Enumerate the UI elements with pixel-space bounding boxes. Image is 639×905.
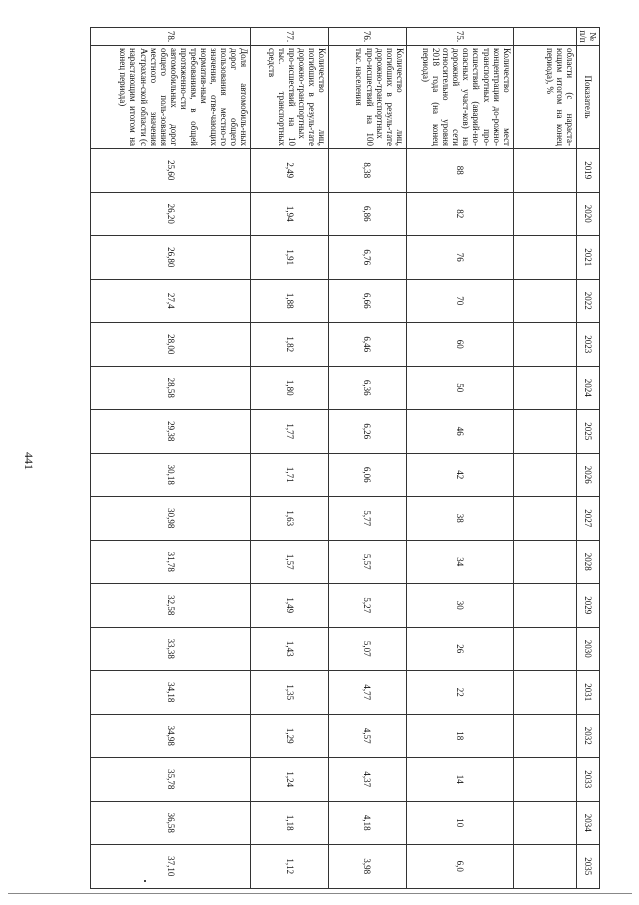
value-cell: 6,26 bbox=[329, 410, 407, 454]
value-cell: 1,71 bbox=[251, 453, 329, 497]
value-cell: 3,98 bbox=[329, 845, 407, 889]
value-cell: 29,38 bbox=[91, 410, 251, 454]
value-cell: 1,91 bbox=[251, 236, 329, 280]
value-cell bbox=[513, 192, 576, 236]
value-cell: 6,46 bbox=[329, 323, 407, 367]
value-cell: 34,98 bbox=[91, 714, 251, 758]
value-cell: 82 bbox=[406, 192, 513, 236]
indicator-name: Количество мест концентрации до-рожно-транспортных про-исшествий (аварий-но-опасных участ-ков) на дорожной сети относительно уровня 2018 года (на конец периода) bbox=[406, 46, 513, 149]
value-cell: 10 bbox=[406, 801, 513, 845]
table-row bbox=[513, 28, 576, 889]
header-year-2023: 2023 bbox=[576, 323, 599, 367]
value-cell: 1,29 bbox=[251, 714, 329, 758]
value-cell: 28,58 bbox=[91, 366, 251, 410]
header-year-2030: 2030 bbox=[576, 627, 599, 671]
value-cell: 1,63 bbox=[251, 497, 329, 541]
value-cell: 70 bbox=[406, 279, 513, 323]
value-cell: 37,10 bbox=[91, 845, 251, 889]
indicator-name: области (с нараста-ющим итогом на конец периода), % bbox=[513, 46, 576, 149]
value-cell: 26,80 bbox=[91, 236, 251, 280]
header-year-2031: 2031 bbox=[576, 671, 599, 715]
value-cell: 1,49 bbox=[251, 584, 329, 628]
value-cell: 26 bbox=[406, 627, 513, 671]
value-cell: 1,94 bbox=[251, 192, 329, 236]
header-num: № п/п bbox=[576, 28, 599, 46]
value-cell: 1,80 bbox=[251, 366, 329, 410]
value-cell: 1,77 bbox=[251, 410, 329, 454]
header-year-2029: 2029 bbox=[576, 584, 599, 628]
value-cell: 6,76 bbox=[329, 236, 407, 280]
indicators-table bbox=[90, 27, 600, 889]
value-cell bbox=[513, 584, 576, 628]
value-cell: 50 bbox=[406, 366, 513, 410]
rotated-table-container bbox=[90, 27, 600, 887]
value-cell bbox=[513, 279, 576, 323]
value-cell: 5,27 bbox=[329, 584, 407, 628]
table-body bbox=[91, 28, 577, 889]
value-cell: 30,98 bbox=[91, 497, 251, 541]
header-year-2025: 2025 bbox=[576, 410, 599, 454]
value-cell bbox=[513, 149, 576, 193]
value-cell: 33,38 bbox=[91, 627, 251, 671]
value-cell: 88 bbox=[406, 149, 513, 193]
value-cell bbox=[513, 410, 576, 454]
header-year-2024: 2024 bbox=[576, 366, 599, 410]
value-cell: 1,24 bbox=[251, 758, 329, 802]
value-cell bbox=[513, 497, 576, 541]
value-cell: 60 bbox=[406, 323, 513, 367]
value-cell: 38 bbox=[406, 497, 513, 541]
value-cell bbox=[513, 758, 576, 802]
table-header-row bbox=[576, 28, 599, 889]
value-cell: 1,57 bbox=[251, 540, 329, 584]
value-cell: 1,35 bbox=[251, 671, 329, 715]
value-cell: 5,77 bbox=[329, 497, 407, 541]
row-number: 75. bbox=[406, 28, 513, 46]
value-cell: 76 bbox=[406, 236, 513, 280]
page-number: 441 bbox=[22, 452, 36, 470]
table-row bbox=[251, 28, 329, 889]
value-cell bbox=[513, 540, 576, 584]
value-cell: 30 bbox=[406, 584, 513, 628]
value-cell: 18 bbox=[406, 714, 513, 758]
value-cell: 4,18 bbox=[329, 801, 407, 845]
value-cell: 27,4 bbox=[91, 279, 251, 323]
header-year-2020: 2020 bbox=[576, 192, 599, 236]
header-year-2022: 2022 bbox=[576, 279, 599, 323]
value-cell: 6,36 bbox=[329, 366, 407, 410]
header-year-2035: 2035 bbox=[576, 845, 599, 889]
header-year-2028: 2028 bbox=[576, 540, 599, 584]
header-year-2021: 2021 bbox=[576, 236, 599, 280]
value-cell bbox=[513, 845, 576, 889]
value-cell: 34,18 bbox=[91, 671, 251, 715]
value-cell: 25,60 bbox=[91, 149, 251, 193]
value-cell: 8,38 bbox=[329, 149, 407, 193]
row-number: 77. bbox=[251, 28, 329, 46]
row-number: 76. bbox=[329, 28, 407, 46]
value-cell: 2,49 bbox=[251, 149, 329, 193]
value-cell: 1,18 bbox=[251, 801, 329, 845]
value-cell: 32,58 bbox=[91, 584, 251, 628]
value-cell: 6,06 bbox=[329, 453, 407, 497]
value-cell bbox=[513, 366, 576, 410]
row-number bbox=[513, 28, 576, 46]
header-year-2034: 2034 bbox=[576, 801, 599, 845]
value-cell: 4,77 bbox=[329, 671, 407, 715]
value-cell: 4,37 bbox=[329, 758, 407, 802]
value-cell: 1,88 bbox=[251, 279, 329, 323]
header-year-2019: 2019 bbox=[576, 149, 599, 193]
value-cell: 5,07 bbox=[329, 627, 407, 671]
value-cell bbox=[513, 671, 576, 715]
value-cell: 1,82 bbox=[251, 323, 329, 367]
value-cell: 4,57 bbox=[329, 714, 407, 758]
value-cell: 31,78 bbox=[91, 540, 251, 584]
header-indicator: Показатель bbox=[576, 46, 599, 149]
header-year-2033: 2033 bbox=[576, 758, 599, 802]
value-cell bbox=[513, 236, 576, 280]
table-row bbox=[406, 28, 513, 889]
value-cell: 42 bbox=[406, 453, 513, 497]
indicator-name: Количество лиц, погибших в резуль-тате дорожно-транспортных про-исшествий на 100 тыс. населения bbox=[329, 46, 407, 149]
value-cell: 6,86 bbox=[329, 192, 407, 236]
header-year-2027: 2027 bbox=[576, 497, 599, 541]
table-row bbox=[91, 28, 251, 889]
value-cell: 6,66 bbox=[329, 279, 407, 323]
value-cell: 46 bbox=[406, 410, 513, 454]
value-cell: 22 bbox=[406, 671, 513, 715]
value-cell: 6,0 bbox=[406, 845, 513, 889]
value-cell: 36,58 bbox=[91, 801, 251, 845]
header-year-2032: 2032 bbox=[576, 714, 599, 758]
value-cell bbox=[513, 453, 576, 497]
value-cell bbox=[513, 801, 576, 845]
indicator-name: Количество лиц, погибших в резуль-тате дорожно-транспортных про-исшествий на 10 тыс. транспортных средств bbox=[251, 46, 329, 149]
value-cell: 35,78 bbox=[91, 758, 251, 802]
value-cell: 14 bbox=[406, 758, 513, 802]
value-cell: 5,57 bbox=[329, 540, 407, 584]
indicator-name: Доля автомобиль-ных дорог общего пользования местно-го значения, отве-чающих норматив-ным требованиям, в общей протяженно-сти автомобильных дорог общего поль-зования местного значения Астрахан-ской области (с нарастающим итогом на конец периода) bbox=[91, 46, 251, 149]
footer-rule bbox=[8, 893, 632, 894]
value-cell: 26,20 bbox=[91, 192, 251, 236]
header-year-2026: 2026 bbox=[576, 453, 599, 497]
value-cell bbox=[513, 323, 576, 367]
value-cell: 1,43 bbox=[251, 627, 329, 671]
value-cell: 1,12 bbox=[251, 845, 329, 889]
value-cell bbox=[513, 627, 576, 671]
scan-dot bbox=[144, 880, 146, 882]
table-row bbox=[329, 28, 407, 889]
value-cell bbox=[513, 714, 576, 758]
value-cell: 34 bbox=[406, 540, 513, 584]
value-cell: 28,00 bbox=[91, 323, 251, 367]
row-number: 78. bbox=[91, 28, 251, 46]
value-cell: 30,18 bbox=[91, 453, 251, 497]
